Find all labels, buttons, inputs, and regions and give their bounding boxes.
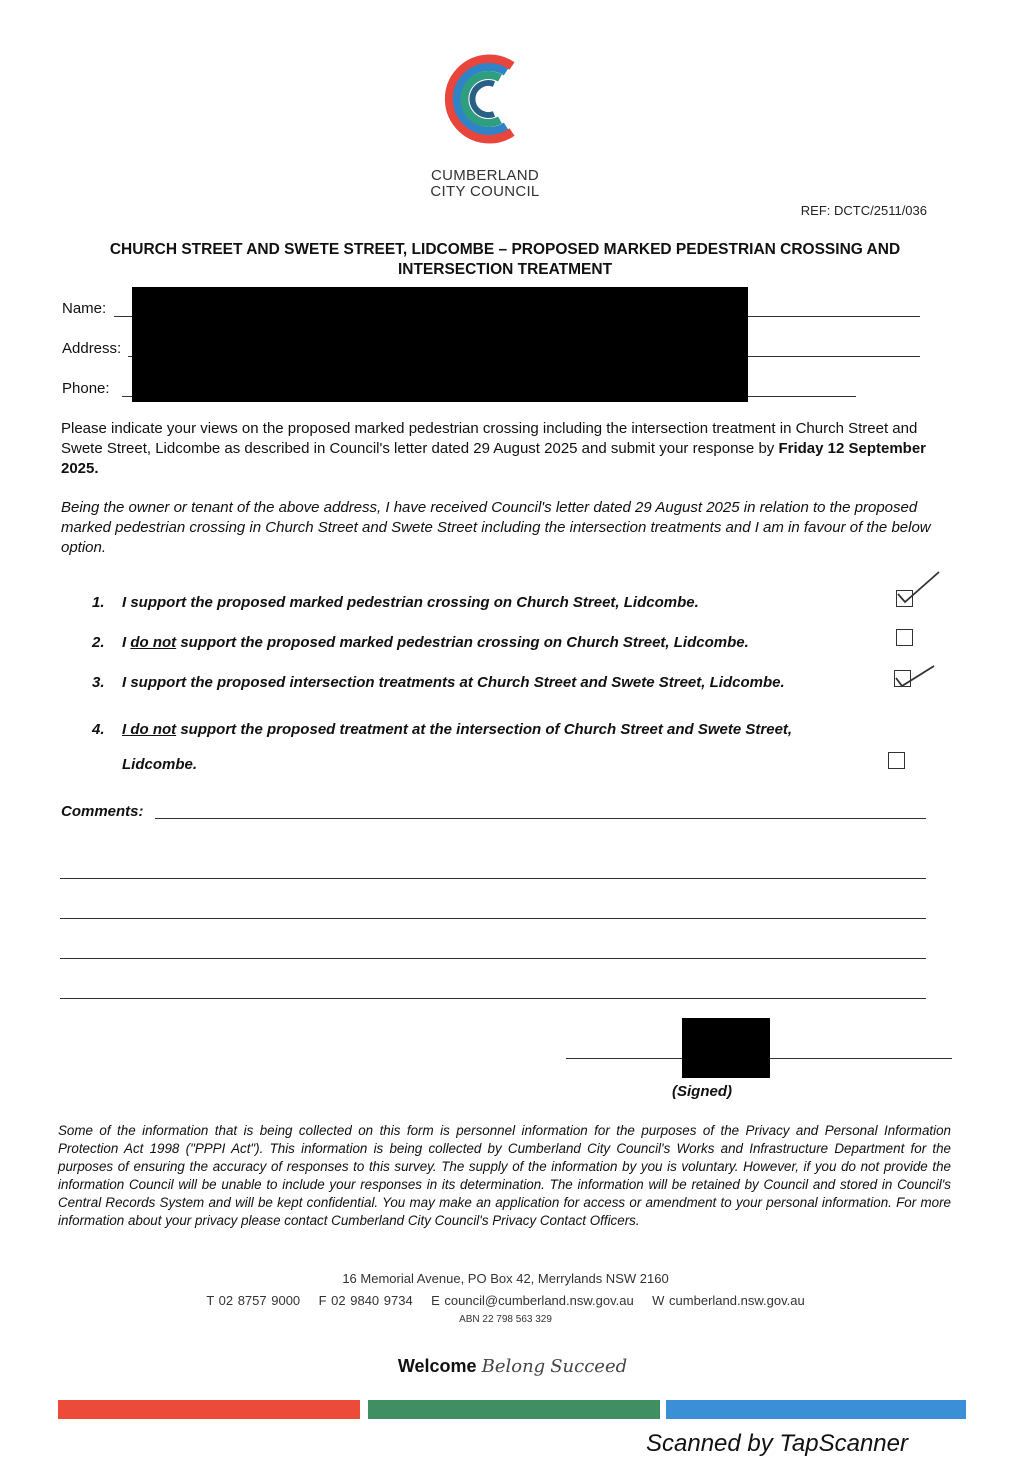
option-3-text: I support the proposed intersection treatments at Church Street and Swete Street, Lidcombe. (122, 674, 785, 691)
title-line1: CHURCH STREET AND SWETE STREET, LIDCOMBE – PROPOSED MARKED PEDESTRIAN CROSSING AND (109, 241, 901, 258)
tagline-welcome: Welcome (397, 1356, 477, 1376)
name-label: Name: (62, 300, 107, 317)
footer-bar-red (58, 1400, 360, 1419)
comments-line[interactable] (155, 818, 926, 819)
tagline-belong: Belong (481, 1356, 546, 1377)
scanner-watermark: Scanned by TapScanner (646, 1430, 908, 1457)
council-logo-icon (434, 44, 530, 154)
title-line2: INTERSECTION TREATMENT (397, 261, 613, 278)
option-number: 1. (92, 594, 105, 611)
comments-line[interactable] (60, 998, 926, 999)
option-2-rest: support the proposed marked pedestrian crossing on Church Street, Lidcombe. (176, 634, 749, 651)
checkmark-icon (890, 656, 940, 692)
option-number: 2. (92, 634, 105, 651)
comments-label: Comments: (61, 803, 144, 820)
footer-web: W cumberland.nsw.gov.au (652, 1293, 805, 1308)
footer-email: E council@cumberland.nsw.gov.au (431, 1293, 634, 1308)
comments-line[interactable] (60, 958, 926, 959)
option-number: 3. (92, 674, 105, 691)
option-1-text: I support the proposed marked pedestrian crossing on Church Street, Lidcombe. (122, 594, 699, 611)
redaction-block (132, 287, 748, 402)
option-number: 4. (92, 721, 105, 738)
footer-abn: ABN 22 798 563 329 (459, 1314, 552, 1325)
reference-number: REF: DCTC/2511/036 (800, 203, 927, 218)
form-title (60, 240, 950, 280)
declaration-paragraph: Being the owner or tenant of the above address, I have received Council's letter dated 29 August 2025 in relation to the proposed marked pedestrian crossing in Church Street and Swete Street including the intersection treatments and I am in favour of the below option. (61, 499, 931, 556)
footer-fax: F 02 9840 9734 (318, 1293, 413, 1308)
footer-contact (0, 1293, 1011, 1308)
logo-text-line1: CUMBERLAND (430, 167, 539, 184)
footer-address: 16 Memorial Avenue, PO Box 42, Merrylands NSW 2160 (342, 1271, 669, 1286)
logo-text-line2: CITY COUNCIL (430, 183, 540, 200)
signed-label: (Signed) (672, 1083, 732, 1100)
footer-bar-blue (666, 1400, 966, 1419)
address-label: Address: (62, 340, 122, 357)
option-2-negation: do not (130, 634, 177, 651)
footer-phone: T 02 8757 9000 (206, 1293, 301, 1308)
option-4-text (122, 721, 792, 738)
comments-line[interactable] (60, 878, 926, 879)
option-4-text-line2: Lidcombe. (122, 756, 198, 773)
option-2-pre: I (122, 634, 131, 651)
option-4-rest: support the proposed treatment at the intersection of Church Street and Swete Street, (176, 721, 793, 738)
tagline-succeed: Succeed (550, 1356, 628, 1377)
option-2-checkbox[interactable] (896, 629, 913, 646)
option-4-negation: I do not (122, 721, 177, 738)
comments-line[interactable] (60, 918, 926, 919)
instructions-text: Please indicate your views on the proposed marked pedestrian crossing including the intersection treatment in Church Street and Swete Street, Lidcombe as described in Council's letter dated 29 August 2025 and submit your response by (61, 420, 918, 457)
checkmark-icon (893, 568, 943, 608)
privacy-notice: Some of the information that is being collected on this form is personnel information for the purposes of the Privacy and Personal Information Protection Act 1998 ("PPPI Act"). This information is being collected by Cumberland City Council's Works and Infrastructure Department for the purposes of ensuring the accuracy of responses to this survey. The supply of the information by you is voluntary. However, if you do not provide the information Council will be unable to include your responses in its determination. The information will be retained by Council and stored in Council's Central Records System and will be kept confidential. You may make an application for access or amendment to your personal information. For more information about your privacy please contact Cumberland City Council's Privacy Contact Officers. (58, 1123, 951, 1228)
option-4-checkbox[interactable] (888, 752, 905, 769)
deadline-text: Friday 12 September 2025. (61, 440, 927, 477)
signature-redaction (682, 1018, 770, 1078)
instructions-paragraph (61, 419, 954, 479)
footer-bar-green (368, 1400, 660, 1419)
option-2-text (122, 634, 749, 651)
tagline (0, 1356, 1011, 1377)
phone-label: Phone: (62, 380, 110, 397)
